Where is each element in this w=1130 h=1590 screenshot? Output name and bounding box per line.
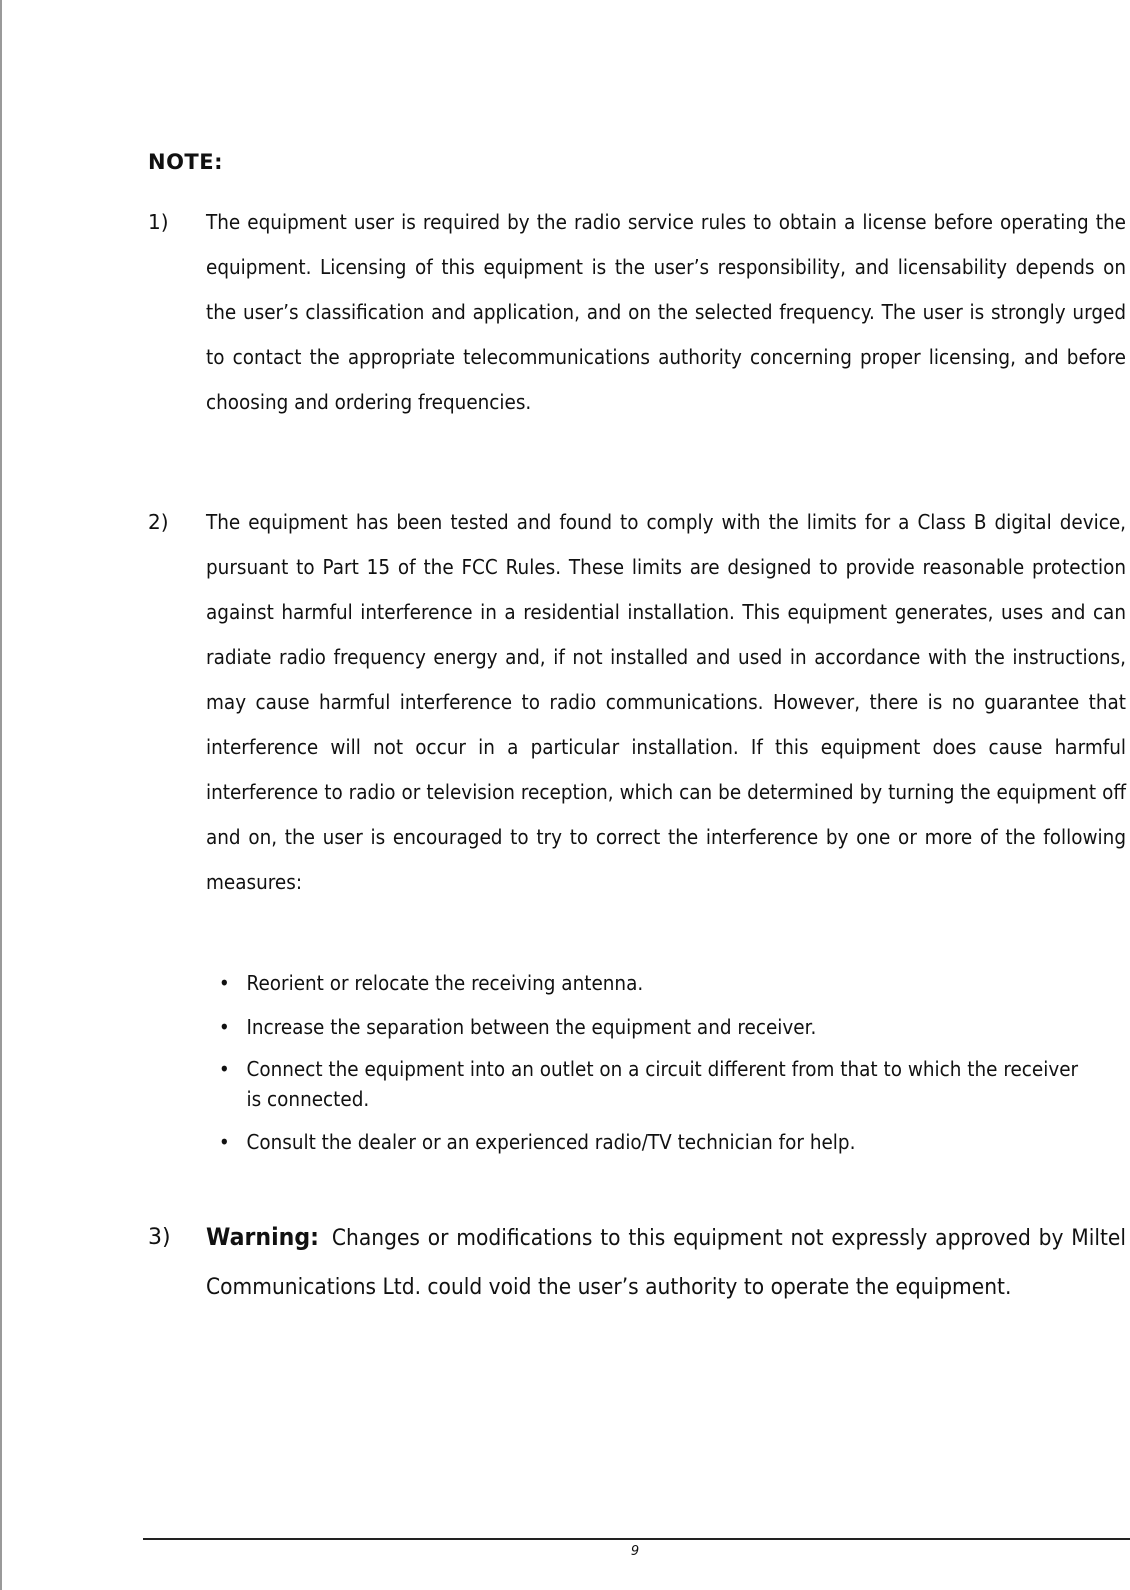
item-number: 1) xyxy=(148,210,169,234)
note-item-1 xyxy=(148,200,1126,475)
note-heading: NOTE: xyxy=(148,150,223,174)
warning-text: Changes or modifications to this equipment not expressly approved by Miltel Communications Ltd. could void the user’s authority to operate the equipment. xyxy=(206,1226,1127,1300)
list-item xyxy=(206,1012,1093,1054)
item-text: The equipment has been tested and found to comply with the limits for a Class B digital device, pursuant to Part 15 of the FCC Rules. These limits are designed to provide reasonable protection against harmful interference in a residential installation. This equipment generates, uses and can radiate radio frequency energy and, if not installed and used in accordance with the instructions, may cause harmful interference to radio communications. However, there is no guarantee that interference will not occur in a particular installation. If this equipment does cause harmful interference to radio or television reception, which can be determined by turning the equipment off and on, the user is encouraged to try to correct the interference by one or more of the following measures: xyxy=(206,510,1126,894)
item-number: 2) xyxy=(148,510,169,534)
bullet-icon: • xyxy=(218,1130,230,1154)
note-item-3 xyxy=(148,1213,1126,1363)
footer-rule xyxy=(143,1538,1130,1540)
list-item-text: Consult the dealer or an experienced radio/TV technician for help. xyxy=(246,1130,856,1154)
item-number: 3) xyxy=(148,1225,171,1250)
list-item xyxy=(206,1054,1093,1127)
warning-label: Warning: xyxy=(206,1223,320,1251)
note-item-2 xyxy=(148,500,1126,950)
page-number: 9 xyxy=(630,1544,640,1559)
list-item xyxy=(206,968,1093,1012)
list-item-text: Reorient or relocate the receiving antenna. xyxy=(246,971,644,995)
warning-paragraph xyxy=(206,1213,1126,1312)
bullet-icon: • xyxy=(218,1015,230,1039)
bullet-icon: • xyxy=(218,1057,230,1081)
left-margin-rule xyxy=(0,0,2,1590)
list-item xyxy=(206,1127,1093,1157)
measures-list xyxy=(206,968,1106,1157)
list-item-text: Increase the separation between the equipment and receiver. xyxy=(246,1015,817,1039)
item-text: The equipment user is required by the radio service rules to obtain a license before operating the equipment. Licensing of this equipment is the user’s responsibility, and licensability depends on the user’s classification and application, and on the selected frequency. The user is strongly urged to contact the appropriate telecommunications authority concerning proper licensing, and before choosing and ordering frequencies. xyxy=(206,210,1126,414)
bullet-icon: • xyxy=(218,971,230,995)
list-item-text: Connect the equipment into an outlet on a circuit different from that to which the receiver is connected. xyxy=(246,1057,1079,1111)
